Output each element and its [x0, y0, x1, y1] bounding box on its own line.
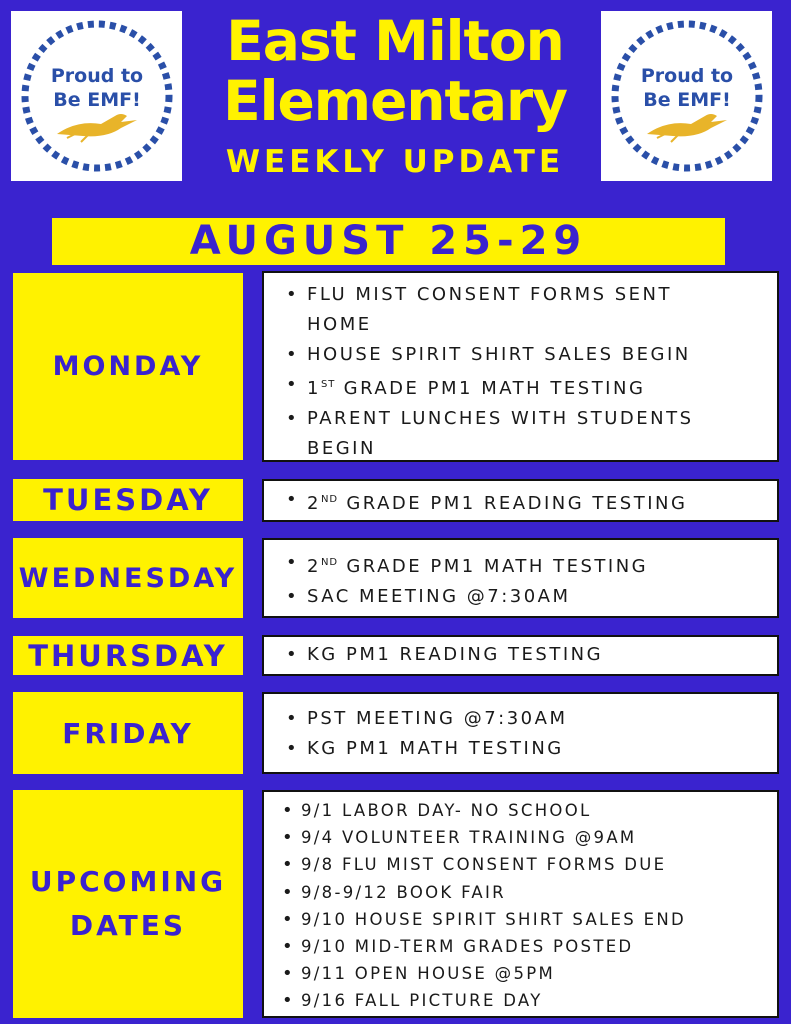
- day-label-monday: MONDAY: [13, 273, 243, 460]
- school-logo-right: [601, 11, 772, 181]
- logo-text-line2: Be EMF!: [52, 89, 141, 111]
- schedule-box-wednesday: [262, 538, 779, 618]
- list-item: • 1ST GRADE PM1 MATH TESTING: [264, 370, 777, 404]
- school-name-line1: East Milton: [226, 9, 564, 73]
- list-item: • 9/1 LABOR DAY- NO SCHOOL: [264, 797, 777, 824]
- schedule-box-thursday: [262, 635, 779, 676]
- list-item: • 9/16 FALL PICTURE DAY: [264, 987, 777, 1014]
- day-label-thursday: THURSDAY: [13, 636, 243, 675]
- roadrunner-logo-icon: [17, 16, 177, 176]
- day-label-tuesday: TUESDAY: [13, 479, 243, 521]
- list-item: • 2ND GRADE PM1 MATH TESTING: [264, 548, 777, 582]
- list-item: • SAC MEETING @7:30AM: [264, 582, 777, 612]
- logo-text-line1: Proud to: [640, 65, 733, 87]
- list-item: • 9/8-9/12 BOOK FAIR: [264, 879, 777, 906]
- logo-text-line1: Proud to: [50, 65, 143, 87]
- logo-text-line2: Be EMF!: [642, 89, 731, 111]
- upcoming-dates-label: [13, 790, 243, 1018]
- week-banner: AUGUST 25-29: [52, 218, 725, 265]
- list-item: • PARENT LUNCHES WITH STUDENTS BEGIN: [264, 404, 777, 464]
- list-item: • 9/10 MID-TERM GRADES POSTED: [264, 933, 777, 960]
- upcoming-dates-box: [262, 790, 779, 1018]
- school-logo-left: [11, 11, 182, 181]
- school-name-line2: Elementary: [223, 69, 567, 133]
- list-item: • KG PM1 MATH TESTING: [264, 734, 777, 764]
- list-item: • 9/11 OPEN HOUSE @5PM: [264, 960, 777, 987]
- list-item: • KG PM1 READING TESTING: [264, 640, 777, 670]
- list-item: • 9/4 VOLUNTEER TRAINING @9AM: [264, 824, 777, 851]
- list-item: • HOUSE SPIRIT SHIRT SALES BEGIN: [264, 340, 777, 370]
- roadrunner-logo-icon: [607, 16, 767, 176]
- list-item: • FLU MIST CONSENT FORMS SENT HOME: [264, 280, 777, 340]
- list-item: • 2ND GRADE PM1 READING TESTING: [264, 485, 777, 519]
- upcoming-label-line2: DATES: [69, 909, 187, 942]
- day-label-friday: FRIDAY: [13, 692, 243, 774]
- list-item: • PST MEETING @7:30AM: [264, 704, 777, 734]
- schedule-box-tuesday: [262, 479, 779, 522]
- list-item: • 9/8 FLU MIST CONSENT FORMS DUE: [264, 851, 777, 878]
- schedule-box-monday: [262, 271, 779, 462]
- schedule-box-friday: [262, 692, 779, 774]
- day-label-wednesday: WEDNESDAY: [13, 538, 243, 618]
- newsletter-subtitle: WEEKLY UPDATE: [225, 144, 565, 180]
- list-item: • 9/10 HOUSE SPIRIT SHIRT SALES END: [264, 906, 777, 933]
- upcoming-label-line1: UPCOMING: [29, 865, 227, 898]
